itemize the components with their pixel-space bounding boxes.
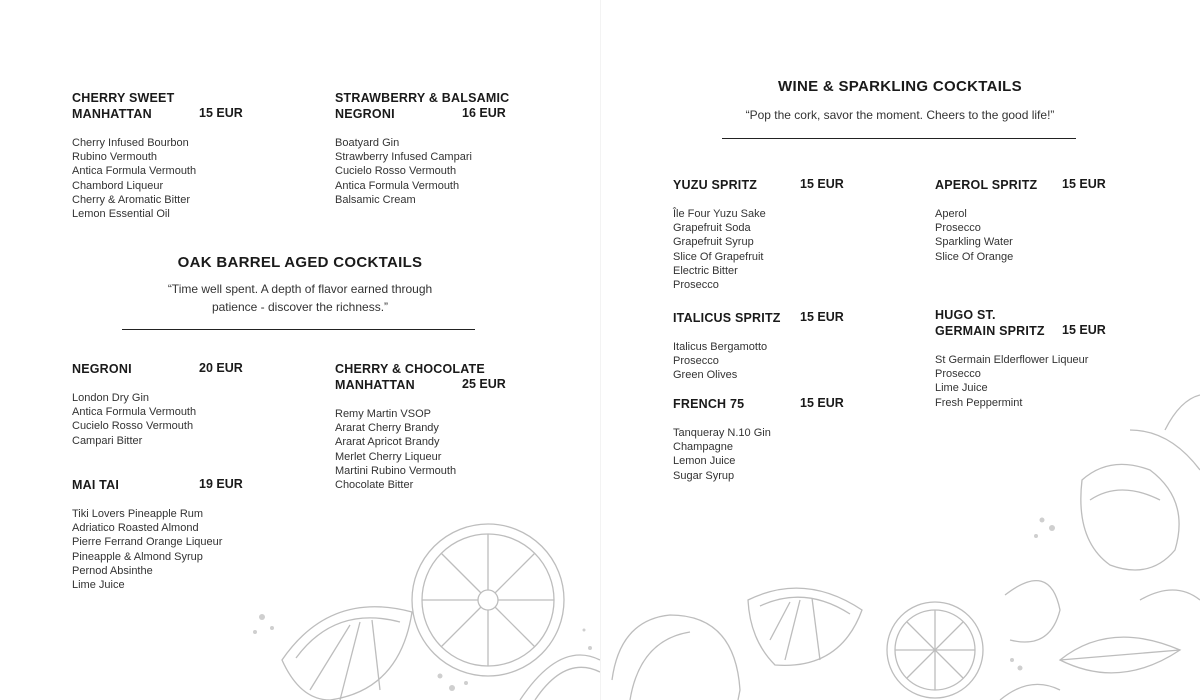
item-name: FRENCH 75 bbox=[673, 397, 745, 411]
ingredient-list bbox=[335, 407, 535, 492]
item-price: 15 EUR bbox=[1062, 323, 1106, 337]
ingredient: Italicus Bergamotto bbox=[673, 341, 768, 353]
item-price: 16 EUR bbox=[462, 106, 506, 120]
ingredient-list bbox=[72, 136, 262, 221]
ingredient: Balsamic Cream bbox=[335, 193, 416, 206]
menu-item-negroni bbox=[72, 361, 262, 448]
item-price: 19 EUR bbox=[199, 477, 243, 491]
item-price: 25 EUR bbox=[462, 377, 506, 391]
ingredient: Green Olives bbox=[673, 369, 738, 382]
ingredient: Cherry Infused Bourbon bbox=[72, 137, 189, 149]
item-name: NEGRONI bbox=[72, 362, 132, 376]
item-price: 15 EUR bbox=[1062, 177, 1106, 191]
ingredient: Rubino Vermouth bbox=[72, 151, 157, 164]
ingredient: Grapefruit Soda bbox=[673, 222, 751, 235]
ingredient-list bbox=[673, 340, 863, 383]
ingredient: Adriatico Roasted Almond bbox=[72, 522, 199, 535]
ingredient: Slice Of Grapefruit bbox=[673, 250, 764, 263]
item-price: 15 EUR bbox=[800, 396, 844, 410]
ingredient: London Dry Gin bbox=[72, 392, 150, 404]
ingredient: Cherry & Aromatic Bitter bbox=[72, 193, 190, 206]
ingredient: Ararat Cherry Brandy bbox=[335, 422, 439, 435]
ingredient-list bbox=[673, 207, 863, 292]
ingredient: Lemon Juice bbox=[673, 455, 736, 468]
ingredient: Merlet Cherry Liqueur bbox=[335, 450, 442, 463]
ingredient: Martini Rubino Vermouth bbox=[335, 464, 457, 477]
ingredient: Antica Formula Vermouth bbox=[72, 165, 197, 178]
ingredient: Grapefruit Syrup bbox=[673, 236, 754, 249]
menu-item-strawberry-balsamic-negroni bbox=[335, 90, 535, 207]
page-fold bbox=[600, 0, 601, 700]
ingredient: Île Four Yuzu Sake bbox=[673, 208, 766, 220]
ingredient: Pineapple & Almond Syrup bbox=[72, 550, 203, 563]
section-title-wine-sparkling: WINE & SPARKLING COCKTAILS bbox=[778, 78, 1022, 95]
ingredient: Prosecco bbox=[673, 355, 719, 368]
ingredient-list bbox=[72, 507, 262, 592]
ingredient-list bbox=[935, 207, 1125, 264]
menu-item-italicus-spritz bbox=[673, 310, 863, 383]
ingredient: Lime Juice bbox=[935, 382, 988, 395]
item-name: MAI TAI bbox=[72, 478, 119, 492]
menu-item-mai-tai bbox=[72, 477, 262, 592]
ingredient: Sparkling Water bbox=[935, 236, 1013, 249]
ingredient: Chocolate Bitter bbox=[335, 479, 414, 492]
item-price: 20 EUR bbox=[199, 361, 243, 375]
section-divider bbox=[722, 138, 1076, 139]
item-price: 15 EUR bbox=[199, 106, 243, 120]
ingredient-list bbox=[335, 136, 535, 207]
ingredient: Pernod Absinthe bbox=[72, 564, 153, 577]
item-price: 15 EUR bbox=[800, 177, 844, 191]
ingredient: Tanqueray N.10 Gin bbox=[673, 427, 771, 439]
menu-item-cherry-chocolate-manhattan bbox=[335, 361, 535, 492]
section-quote-oak-barrel bbox=[100, 280, 500, 316]
menu-item-hugo-st-germain-spritz bbox=[935, 307, 1125, 410]
section-divider bbox=[122, 329, 475, 330]
item-name: ITALICUS SPRITZ bbox=[673, 311, 781, 325]
item-price: 15 EUR bbox=[800, 310, 844, 324]
item-name: STRAWBERRY & BALSAMIC NEGRONI bbox=[335, 91, 510, 121]
item-name: CHERRY SWEET MANHATTAN bbox=[72, 91, 175, 121]
ingredient: Slice Of Orange bbox=[935, 250, 1014, 263]
ingredient: Fresh Peppermint bbox=[935, 396, 1023, 409]
ingredient: Prosecco bbox=[935, 222, 981, 235]
item-name: APEROL SPRITZ bbox=[935, 178, 1038, 192]
menu-item-aperol-spritz bbox=[935, 177, 1125, 264]
ingredient: Tiki Lovers Pineapple Rum bbox=[72, 508, 204, 520]
menu-item-yuzu-spritz bbox=[673, 177, 863, 292]
ingredient: Remy Martin VSOP bbox=[335, 408, 431, 420]
item-name: HUGO ST. GERMAIN SPRITZ bbox=[935, 308, 1045, 338]
ingredient-list bbox=[935, 353, 1125, 410]
ingredient-list bbox=[673, 426, 863, 483]
quote-line: patience - discover the richness.” bbox=[211, 300, 389, 314]
ingredient: Electric Bitter bbox=[673, 264, 738, 277]
ingredient: Chambord Liqueur bbox=[72, 179, 164, 192]
ingredient: Antica Formula Vermouth bbox=[335, 179, 460, 192]
ingredient: Cucielo Rosso Vermouth bbox=[72, 420, 194, 433]
menu-item-french-75 bbox=[673, 396, 863, 483]
ingredient: Ararat Apricot Brandy bbox=[335, 436, 440, 449]
item-name: YUZU SPRITZ bbox=[673, 178, 758, 192]
ingredient: Prosecco bbox=[673, 279, 719, 292]
ingredient: Lemon Essential Oil bbox=[72, 208, 170, 221]
ingredient: Champagne bbox=[673, 441, 733, 454]
ingredient: Aperol bbox=[935, 208, 967, 220]
ingredient: Prosecco bbox=[935, 368, 981, 381]
quote-line: “Time well spent. A depth of flavor earned through bbox=[167, 282, 433, 296]
ingredient-list bbox=[72, 391, 262, 448]
ingredient: Lime Juice bbox=[72, 579, 125, 592]
ingredient: St Germain Elderflower Liqueur bbox=[935, 354, 1089, 366]
section-quote-wine-sparkling: “Pop the cork, savor the moment. Cheers to the good life!” bbox=[745, 108, 1055, 122]
ingredient: Antica Formula Vermouth bbox=[72, 406, 197, 419]
ingredient: Boatyard Gin bbox=[335, 137, 400, 149]
ingredient: Cucielo Rosso Vermouth bbox=[335, 165, 457, 178]
ingredient: Pierre Ferrand Orange Liqueur bbox=[72, 536, 223, 549]
item-name: CHERRY & CHOCOLATE MANHATTAN bbox=[335, 362, 485, 392]
ingredient: Sugar Syrup bbox=[673, 469, 735, 482]
ingredient: Strawberry Infused Campari bbox=[335, 151, 472, 164]
menu-item-cherry-sweet-manhattan bbox=[72, 90, 262, 221]
ingredient: Campari Bitter bbox=[72, 434, 143, 447]
section-title-oak-barrel: OAK BARREL AGED COCKTAILS bbox=[177, 254, 423, 271]
